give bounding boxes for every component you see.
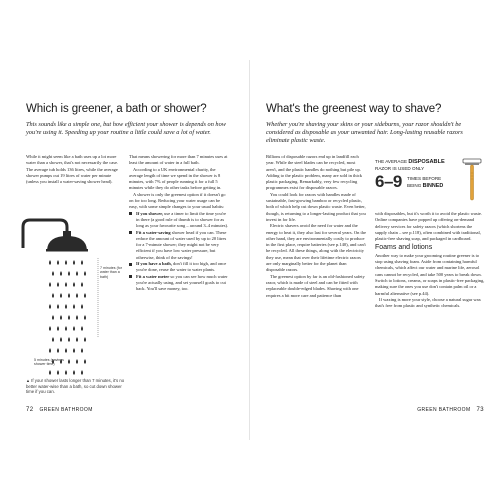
water-drop-icon: [76, 315, 78, 320]
water-drop-icon: [52, 271, 54, 276]
body-paragraph: If waxing is more your style, choose a natural sugar wax that's free from plastic and synthetic chemicals.: [375, 296, 481, 309]
water-drop-icon: [76, 359, 78, 364]
water-drop-icon: [81, 348, 83, 353]
water-drop-icon: [57, 348, 59, 353]
water-drop-icon: [57, 304, 59, 309]
water-drop-icon: [65, 348, 67, 353]
body-column-2: [375, 211, 485, 309]
right-page: [250, 0, 500, 500]
water-drop-icon: [49, 260, 51, 265]
tips-list: [129, 211, 229, 293]
body-paragraph: A shower is only the greenest option if it doesn't go on for too long. Reducing your water usage can be easy, with some simple changes to your usual habits:: [129, 191, 226, 210]
body-column-1: [266, 154, 366, 299]
water-drop-icon: [81, 282, 83, 287]
body-paragraph: According to a UK environmental charity, the average length of time we spend in the shower is 8 minutes, with 7% of people running it for a full 5 minutes while they do other tasks before getting in.: [129, 166, 222, 191]
bullet-square-icon: [129, 275, 132, 278]
bullet-square-icon: [129, 231, 132, 234]
body-paragraph: While it might seem like a bath uses up a lot more water than a shower, that's not necessarily the case. The average tub holds 136 litres, while the average shower pumps out 19 litres of water per minute (unless you install a water-saving shower head).: [26, 154, 119, 185]
body-paragraph: Billions of disposable razors end up in landfill each year. While the steel blades can be recycled, most aren't, and the plastic handles do nothing but pile up. Adding to the plastic problem, many are sold in thick plastic packaging. Remarkably, very few recycling programmes exist for disposable razors.: [266, 154, 362, 191]
body-paragraph: with disposables, but it's worth it to avoid the plastic waste. Online companies have popped up offering on-demand delivery services for safety razors (which shortens the supply chain – see p.118), often combined with traditional, plastic-free shaving soap, and packaged in cardboard.: [375, 211, 483, 242]
bullet-square-icon: [129, 212, 132, 215]
shower-head-icon: [23, 220, 88, 252]
razor-fact-box: THE AVERAGE DISPOSABLE RAZOR IS USED ONLY 6–9 TIMES BEFORE BEING BINNED: [375, 158, 485, 203]
page-number: 73: [476, 407, 484, 413]
water-drop-icon: [60, 337, 62, 342]
water-drop-icon: [57, 282, 59, 287]
fact-stat: 6–9: [375, 172, 402, 191]
list-item: Fit a water meter so you can see how much water you're actually using, and set yourself goals to cut back. You'll save money, too.: [129, 274, 229, 293]
water-drop-icon: [60, 271, 62, 276]
water-drop-icon: [68, 293, 70, 298]
label-seven-minutes: 7 minutes (for water than a bath): [100, 266, 122, 279]
page-footer: [26, 407, 93, 413]
water-drop-icon: [49, 348, 51, 353]
page-number: 72: [26, 407, 34, 413]
water-drop-icon: [68, 315, 70, 320]
water-drop-icon: [49, 282, 51, 287]
water-drop-icon: [60, 293, 62, 298]
water-drop-icon: [49, 304, 51, 309]
list-item: If you shower, use a timer to limit the time you're in there (a good rule of thumb is to shower for as long as your favourite song – around 3–4 minutes).: [129, 211, 229, 230]
razor-icon: [461, 158, 483, 202]
water-drop-icon: [57, 370, 59, 375]
water-drop-icon: [52, 315, 54, 320]
section-name: GREEN BATHROOM: [39, 407, 93, 413]
intro-text: This sounds like a simple one, but how efficient your shower is depends on how you're using it. Speeding up your routine a little could save a lot of water.: [26, 121, 226, 137]
water-drop-icon: [60, 315, 62, 320]
water-drop-icon: [73, 348, 75, 353]
water-drop-icon: [81, 326, 83, 331]
body-column-1: [26, 154, 119, 185]
water-drop-icon: [84, 359, 86, 364]
section-name: GREEN BATHROOM: [417, 407, 471, 413]
body-paragraph: Electric shavers avoid the need for water and the energy to heat it, they also last for several years. On the other hand, they are environmentally costly to produce in the first place, require batteries (see p.140), and can't be recycled. All these things, along with the electricity they use, mean that over their lifetime electric razors are only marginally better for the planet than disposable razors.: [266, 223, 367, 273]
intro-text: Whether you're shaving your skins or your sideburns, your razor shouldn't be considered as disposable as your unwanted hair. Long-lasting reusable razors eliminate plastic waste.: [266, 121, 463, 145]
body-paragraph: That means showering for more than 7 minutes uses at least the amount of water in a full bath.: [129, 154, 228, 166]
water-drop-icon: [49, 370, 51, 375]
water-drop-icon: [49, 326, 51, 331]
water-drop-icon: [65, 370, 67, 375]
water-drop-icon: [65, 304, 67, 309]
water-drop-icon: [73, 370, 75, 375]
bullet-square-icon: [129, 263, 132, 266]
page-title-bath-shower: Which is greener, a bath or shower?: [26, 103, 207, 115]
body-paragraph: Another way to make your grooming routine greener is to stop using shaving foam. Aside from containing harmful chemicals, which affect our water and marine life, aerosol cans cannot be recycled, and take 500 years to break down. Switch to lotions, creams, or soaps in plastic-free packaging, making sure the ones you use don't contain palm oil or a harmful alternative (see p.44).: [375, 252, 485, 296]
list-item: Fit a water-saving shower head if you can. These reduce the amount of water used by up to 20 litres for a 7-minute shower; they might not be very efficient if you have low water pressure, but otherwise, think of the savings!: [129, 230, 229, 261]
water-drop-icon: [65, 326, 67, 331]
water-drop-icon: [81, 370, 83, 375]
water-drop-icon: [73, 282, 75, 287]
illustration-caption: ▲ If your shower lasts longer than 7 minutes, it's no better water-wise than a bath, so cut down shower time if you can.: [26, 378, 125, 395]
water-drop-icon: [81, 260, 83, 265]
fact-highlight: DISPOSABLE: [408, 159, 445, 165]
body-paragraph: The greenest option by far is an old-fashioned safety razor, which is made of steel and can be fitted with replaceable double-edged blades. Shaving with one requires a bit more care and patience than: [266, 273, 365, 298]
body-paragraph: You could look for razors with handles made of sustainable, fast-growing bamboo or recycled plastic, both of which help cut down plastic waste. Even better, though, is returning to a longer-lasting product that you invest in for life.: [266, 191, 366, 222]
subheading-foams-lotions: Foams and lotions: [375, 244, 433, 252]
water-drop-icon: [57, 260, 59, 265]
fact-highlight: BINNED: [422, 183, 444, 189]
water-drop-icon: [65, 260, 67, 265]
water-drop-icon: [65, 282, 67, 287]
water-drop-icon: [73, 326, 75, 331]
water-drop-icon: [84, 337, 86, 342]
list-item: If you have a bath, don't fill it too high, and once you're done, reuse the water to water plants.: [129, 261, 229, 274]
water-drop-icon: [73, 260, 75, 265]
water-drop-icon: [68, 337, 70, 342]
page-title-shave: What's the greenest way to shave?: [266, 103, 442, 115]
water-drop-icon: [84, 293, 86, 298]
water-drop-icon: [73, 304, 75, 309]
page-footer: [417, 407, 484, 413]
body-column-2: [129, 154, 229, 293]
water-drop-icon: [57, 326, 59, 331]
water-drop-icon: [52, 337, 54, 342]
water-drop-icon: [81, 304, 83, 309]
water-drop-icon: [52, 293, 54, 298]
water-drop-icon: [84, 271, 86, 276]
water-drop-icon: [76, 293, 78, 298]
water-drop-icon: [84, 315, 86, 320]
water-drop-icon: [76, 337, 78, 342]
label-five-minutes: 5 minutes (savings shower time): [34, 358, 64, 367]
water-drop-icon: [68, 271, 70, 276]
water-drop-icon: [76, 271, 78, 276]
